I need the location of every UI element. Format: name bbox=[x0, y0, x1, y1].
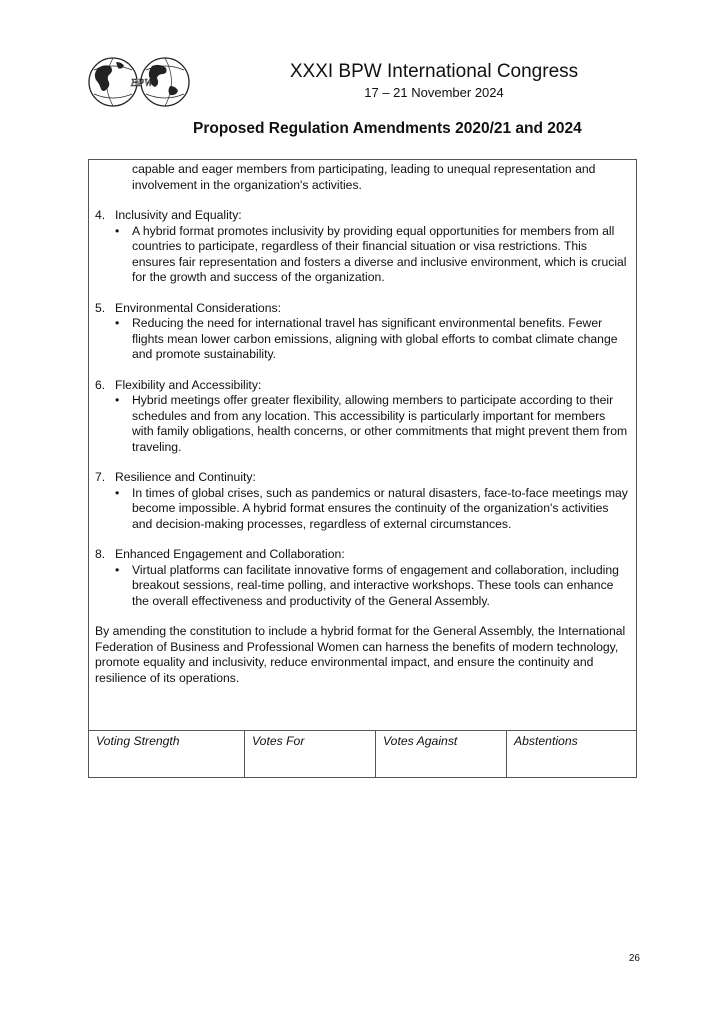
list-item bbox=[95, 301, 630, 363]
item-number: 8. bbox=[95, 547, 106, 561]
item-title: Inclusivity and Equality: bbox=[115, 208, 242, 222]
congress-dates: 17 – 21 November 2024 bbox=[364, 85, 504, 100]
abstentions-cell: Abstentions bbox=[506, 731, 636, 777]
list-item bbox=[95, 378, 630, 456]
item-number: 7. bbox=[95, 470, 106, 484]
item-number: 6. bbox=[95, 377, 106, 392]
votes-for-cell: Votes For bbox=[244, 731, 375, 777]
list-item bbox=[95, 470, 630, 532]
list-item bbox=[95, 547, 630, 609]
item-title: Enhanced Engagement and Collaboration: bbox=[115, 547, 345, 561]
conclusion-paragraph: By amending the constitution to include a hybrid format for the General Assembly, the International Federation of Business and Professional Women can harness the benefits of modern technology, promote equality and inclusivity, reduce environmental impact, and ensure the continuity and resilience of its operations. bbox=[95, 624, 626, 685]
item-title: Resilience and Continuity: bbox=[115, 470, 256, 484]
bullet-icon: • bbox=[115, 316, 120, 330]
item-title: Environmental Considerations: bbox=[115, 300, 281, 315]
document-subtitle: Proposed Regulation Amendments 2020/21 and 2024 bbox=[193, 120, 582, 137]
bullet-icon: • bbox=[115, 485, 120, 500]
item-text: Hybrid meetings offer greater flexibility, allowing members to participate according to their schedules and from any location. This accessibility is particularly important for members with family obligations, health concerns, or other commitments that might prevent them from traveling. bbox=[132, 393, 628, 454]
item-text: A hybrid format promotes inclusivity by providing equal opportunities for members from all countries to participate, regardless of their financial situation or visa restrictions. This ensures fair representation and fosters a diverse and inclusive environment, which is crucial for the growth and success of the organization. bbox=[132, 223, 627, 284]
bullet-icon: • bbox=[115, 223, 120, 238]
continuation-text: capable and eager members from participating, leading to unequal representation and involvement in the organization's activities. bbox=[132, 162, 596, 192]
logo-lettering: BPW bbox=[130, 77, 154, 89]
congress-title: XXXI BPW International Congress bbox=[289, 61, 579, 82]
item-number: 4. bbox=[95, 208, 106, 222]
item-text: In times of global crises, such as pandemics or natural disasters, face-to-face meetings may become impossible. A hybrid format ensures the continuity of the organization's activities and decision-making processes, regardless of external circumstances. bbox=[132, 485, 628, 531]
item-text: Virtual platforms can facilitate innovative forms of engagement and collaboration, including breakout sessions, real-time polling, and interactive workshops. These tools can enhance the overall effectiveness and productivity of the General Assembly. bbox=[132, 562, 619, 608]
item-number: 5. bbox=[95, 300, 106, 315]
voting-table bbox=[88, 731, 637, 778]
page-number: 26 bbox=[628, 953, 640, 964]
bullet-icon: • bbox=[115, 393, 120, 407]
bullet-icon: • bbox=[115, 562, 120, 577]
voting-strength-cell: Voting Strength bbox=[96, 734, 180, 748]
item-title: Flexibility and Accessibility: bbox=[115, 377, 262, 392]
item-text: Reducing the need for international travel has significant environmental benefits. Fewer flights mean lower carbon emissions, aligning with global efforts to combat climate change and promote sustainability. bbox=[132, 316, 618, 361]
amendment-text bbox=[95, 162, 630, 686]
list-item bbox=[95, 208, 630, 286]
votes-against-cell: Votes Against bbox=[375, 731, 506, 777]
